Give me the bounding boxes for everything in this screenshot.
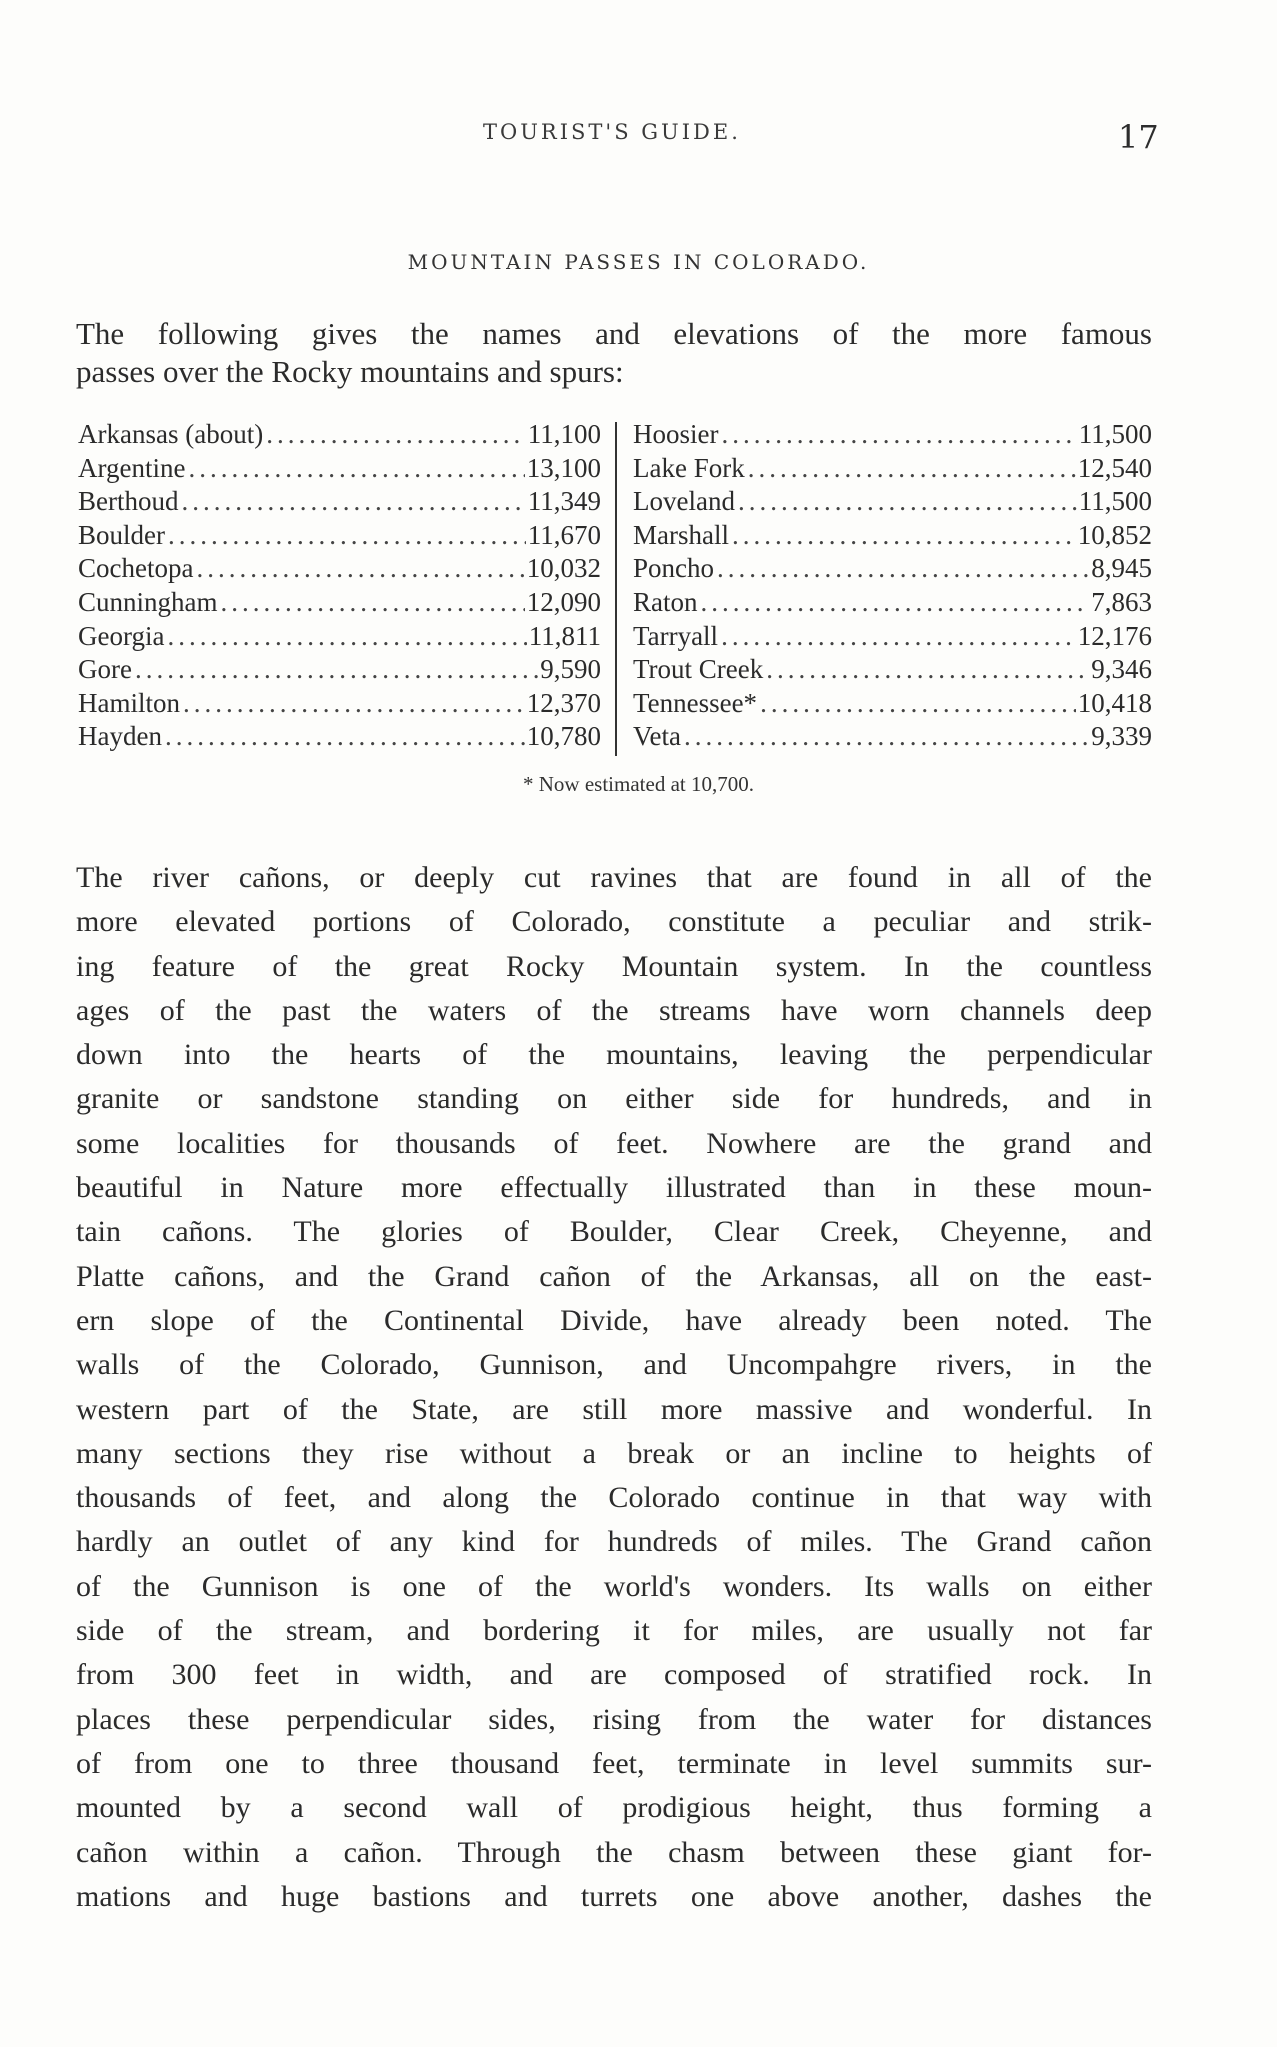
pass-row	[633, 653, 1152, 687]
pass-row	[78, 586, 601, 620]
body-line: of from one to three thousand feet, terminate in level summits sur-	[76, 1746, 1152, 1780]
leader-dots	[735, 485, 1077, 519]
pass-name: Argentine	[78, 452, 186, 483]
body-line: ern slope of the Continental Divide, have already been noted. The	[76, 1303, 1152, 1337]
pass-row	[633, 552, 1152, 586]
pass-row	[633, 586, 1152, 620]
pass-name: Trout Creek	[633, 654, 764, 685]
body-line: thousands of feet, and along the Colorado continue in that way with	[76, 1481, 1152, 1515]
body-line: beautiful in Nature more effectually illustrated than in these moun-	[76, 1171, 1152, 1205]
body-line: some localities for thousands of feet. Nowhere are the grand and	[76, 1126, 1152, 1160]
pass-name: Hoosier	[633, 419, 719, 449]
pass-elevation: 10,852	[1077, 519, 1152, 550]
pass-elevation: 11,500	[1078, 419, 1152, 449]
body-line: mations and huge bastions and turrets one above another, dashes the	[76, 1879, 1152, 1913]
leader-dots	[162, 720, 525, 754]
leader-dots	[218, 586, 525, 620]
leader-dots	[763, 653, 1089, 687]
pass-elevation: 12,370	[526, 687, 601, 718]
pass-elevation: 11,811	[528, 620, 601, 651]
leader-dots	[263, 418, 526, 452]
passes-column-right	[633, 418, 1152, 754]
pass-name: Hamilton	[78, 687, 180, 718]
pass-row	[633, 620, 1152, 654]
body-line: from 300 feet in width, and are composed of stratified rock. In	[76, 1658, 1152, 1692]
leader-dots	[718, 418, 1076, 452]
pass-row	[633, 720, 1152, 754]
leader-dots	[745, 452, 1076, 486]
pass-elevation: 13,100	[526, 452, 601, 483]
body-line: The river cañons, or deeply cut ravines that are found in all of the	[76, 861, 1152, 894]
pass-row	[78, 452, 601, 486]
body-line: tain cañons. The glories of Boulder, Clear Creek, Cheyenne, and	[76, 1215, 1152, 1249]
body-line: mounted by a second wall of prodigious height, thus forming a	[76, 1791, 1152, 1825]
pass-row	[633, 418, 1152, 452]
pass-elevation: 12,090	[526, 586, 601, 617]
leader-dots	[718, 620, 1076, 654]
pass-elevation: 8,945	[1091, 553, 1152, 584]
pass-row	[78, 687, 601, 721]
pass-elevation: 10,032	[526, 553, 601, 584]
pass-name: Boulder	[78, 519, 165, 550]
body-line: ages of the past the waters of the streams have worn channels deep	[76, 993, 1152, 1027]
pass-elevation: 12,176	[1077, 620, 1152, 651]
pass-row	[633, 519, 1152, 553]
body-line: cañon within a cañon. Through the chasm between these giant for-	[76, 1835, 1152, 1869]
pass-row	[633, 452, 1152, 486]
leader-dots	[179, 485, 526, 519]
passes-column-left	[78, 418, 601, 754]
body-line: side of the stream, and bordering it for miles, are usually not far	[76, 1614, 1152, 1648]
pass-elevation: 11,500	[1078, 486, 1152, 517]
leader-dots	[681, 720, 1089, 754]
leader-dots	[165, 519, 526, 553]
pass-row	[633, 485, 1152, 519]
body-line: many sections they rise without a break or an incline to heights of	[76, 1436, 1152, 1470]
pass-row	[78, 720, 601, 754]
pass-name: Tennessee*	[633, 687, 758, 718]
pass-name: Marshall	[633, 519, 729, 550]
leader-dots	[757, 687, 1076, 721]
pass-name: Cochetopa	[78, 553, 194, 584]
running-head: TOURIST'S GUIDE.	[483, 120, 741, 144]
pass-elevation: 11,349	[527, 486, 601, 517]
leader-dots	[132, 653, 538, 687]
body-line: walls of the Colorado, Gunnison, and Uncompahgre rivers, in the	[76, 1348, 1152, 1382]
pass-row	[78, 552, 601, 586]
pass-name: Veta	[633, 721, 681, 752]
pass-row	[78, 620, 601, 654]
leader-dots	[193, 552, 524, 586]
footnote: * Now estimated at 10,700.	[523, 772, 754, 796]
leader-dots	[185, 452, 524, 486]
column-divider	[615, 422, 617, 756]
pass-name: Hayden	[78, 721, 162, 752]
pass-row	[78, 519, 601, 553]
body-line: ing feature of the great Rocky Mountain system. In the countless	[76, 949, 1152, 983]
pass-row	[633, 687, 1152, 721]
pass-elevation: 10,780	[526, 721, 601, 752]
pass-row	[78, 418, 601, 452]
pass-elevation: 9,346	[1091, 654, 1152, 685]
pass-elevation: 11,670	[527, 519, 601, 550]
pass-name: Cunningham	[78, 586, 218, 617]
pass-elevation: 12,540	[1077, 452, 1152, 483]
body-line: places these perpendicular sides, rising from the water for distances	[76, 1702, 1152, 1736]
leader-dots	[164, 620, 526, 654]
pass-elevation: 9,590	[540, 654, 601, 685]
body-line: hardly an outlet of any kind for hundreds of miles. The Grand cañon	[76, 1525, 1152, 1559]
body-line: granite or sandstone standing on either side for hundreds, and in	[76, 1082, 1152, 1116]
pass-name: Lake Fork	[633, 452, 745, 483]
pass-name: Georgia	[78, 620, 165, 651]
leader-dots	[180, 687, 525, 721]
pass-elevation: 10,418	[1077, 687, 1152, 718]
pass-name: Loveland	[633, 486, 735, 517]
page-number: 17	[1118, 118, 1159, 156]
body-line: more elevated portions of Colorado, constitute a peculiar and strik-	[76, 905, 1152, 939]
body-line: of the Gunnison is one of the world's wonders. Its walls on either	[76, 1569, 1152, 1603]
pass-name: Poncho	[633, 553, 714, 584]
pass-row	[78, 485, 601, 519]
body-line: down into the hearts of the mountains, leaving the perpendicular	[76, 1038, 1152, 1072]
body-line: Platte cañons, and the Grand cañon of the Arkansas, all on the east-	[76, 1259, 1152, 1293]
pass-elevation: 11,100	[527, 419, 601, 449]
leader-dots	[729, 519, 1076, 553]
pass-elevation: 9,339	[1091, 721, 1152, 752]
section-title: MOUNTAIN PASSES IN COLORADO.	[407, 250, 870, 274]
pass-name: Berthoud	[78, 486, 179, 517]
pass-row	[78, 653, 601, 687]
pass-name: Arkansas (about)	[78, 419, 264, 449]
pass-name: Tarryall	[633, 620, 719, 651]
body-line: western part of the State, are still more massive and wonderful. In	[76, 1392, 1152, 1426]
leader-dots	[698, 586, 1090, 620]
pass-name: Gore	[78, 654, 132, 685]
pass-elevation: 7,863	[1091, 586, 1152, 617]
body-paragraph	[76, 856, 1152, 1919]
intro-line: passes over the Rocky mountains and spurs:	[76, 354, 624, 389]
leader-dots	[714, 552, 1089, 586]
intro-line: The following gives the names and elevations of the more famous	[76, 316, 1152, 351]
intro-paragraph	[76, 315, 1152, 391]
pass-name: Raton	[633, 586, 698, 617]
